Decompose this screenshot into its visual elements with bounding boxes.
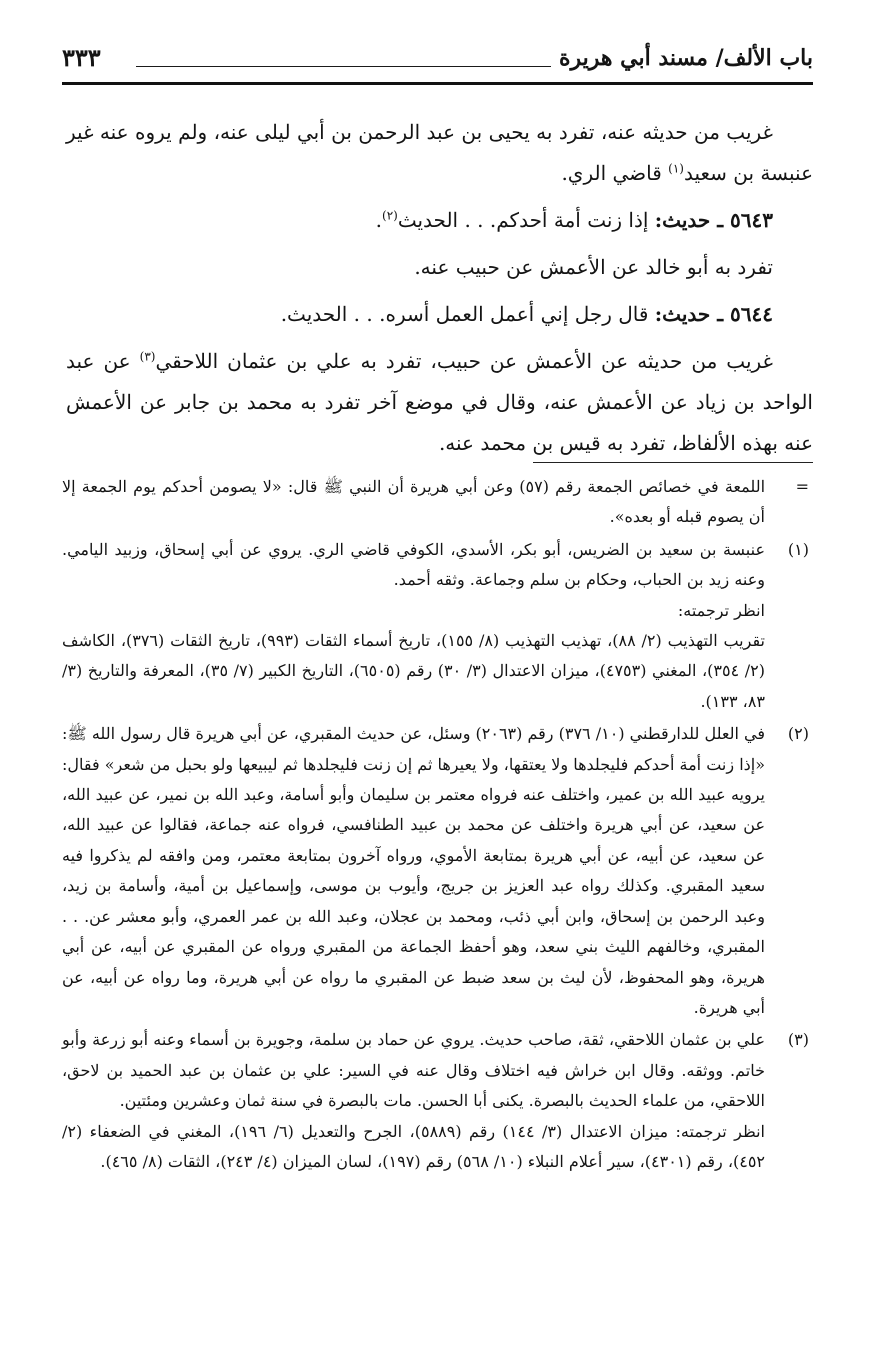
hadith-text: قال رجل إني أعمل العمل أسره. . . الحديث.: [280, 302, 655, 326]
footnote-2: [62, 719, 809, 1023]
paragraph: تفرد به أبو خالد عن الأعمش عن حبيب عنه.: [414, 255, 773, 279]
footnote-label: انظر ترجمته:: [677, 600, 765, 620]
paragraph: [66, 112, 813, 194]
paragraph-text: غريب من حديثه عن الأعمش عن حبيب، تفرد به علي بن عثمان اللاحقي: [155, 349, 774, 373]
footnote-mark: =: [795, 477, 809, 496]
footnote-1: [62, 535, 809, 717]
paragraph-text: قاضي الري.: [561, 161, 669, 185]
paragraph-text: عن عبد الواحد بن زياد عن الأعمش عنه، وقال في موضع آخر تفرد به محمد بن جابر عن الأعمش عنه بهذه الألفاظ، تفرد به قيس بن محمد عنه.: [66, 349, 813, 455]
hadith-entry: [66, 294, 813, 335]
footnote-mark: (١): [787, 539, 809, 559]
hadith-number: ٥٦٤٤ ـ حديث:: [654, 302, 773, 326]
footnote-text: عنبسة بن سعيد بن الضريس، أبو بكر، الأسدي، الكوفي قاضي الري. يروي عن أبي إسحاق، وزبيد اليامي. وعنه زيد بن الحباب، وحكام بن سلم وجماعة. وثقه أحمد.: [62, 539, 765, 590]
footnote-references: انظر ترجمته: ميزان الاعتدال (٣/ ١٤٤) رقم (٥٨٨٩)، الجرح والتعديل (٦/ ١٩٦)، المغني في الضعفاء (٢/ ٤٥٢)، رقم (٤٣٠١)، سير أعلام النبلاء (١٠/ ٥٦٨) رقم (١٩٧)، لسان الميزان (٤/ ٢٤٣)، الثقات (٨/ ٤٦٥).: [62, 1121, 766, 1171]
footnote-mark: (٢): [787, 724, 809, 744]
header-rule: [62, 82, 813, 85]
footnote-divider: [533, 462, 813, 463]
footnote-text: علي بن عثمان اللاحقي، ثقة، صاحب حديث. يروي عن حماد بن سلمة، وجويرة بن أسماء وعنه أبو زرعة وأبو خاتم. ووثقه. وقال ابن خراش فيه اختلاف وقال عنه في السير: علي بن عثمان بن عبد الحميد بن لاحق، اللاحقي، من علماء الحديث بالبصرة. يكنى أبا الحسن. مات بالبصرة في سنة ثمان وعشرين ومئتين.: [62, 1030, 765, 1111]
hadith-text: .: [375, 208, 382, 232]
hadith-entry: [66, 200, 813, 241]
footnote-ref: (٢): [382, 208, 398, 223]
running-title: باب الألف/ مسند أبي هريرة: [558, 45, 813, 71]
page-header: [62, 38, 813, 86]
hadith-number: ٥٦٤٣ ـ حديث:: [654, 208, 773, 232]
footnote-mark: (٣): [787, 1030, 809, 1050]
footnote-ref: (٣): [139, 349, 156, 364]
footnote-text: اللمعة في خصائص الجمعة رقم (٥٧) وعن أبي هريرة أن النبي ﷺ قال: «لا يصومن أحدكم يوم الجمعة إلا أن يصوم قبله أو بعده».: [62, 477, 766, 527]
footnote-text: في العلل للدارقطني (١٠/ ٣٧٦) رقم (٢٠٦٣) وسئل، عن حديث المقبري، عن أبي هريرة قال رسول الله ﷺ: «إذا زنت أمة أحدكم فليجلدها ولا يعتقها، ولا يعيرها ثم إن زنت فليجلدها ثم ليبيعها ولو بحبل من شعر» فقال: يرويه عبيد الله بن عمير، واختلف عنه فرواه معتمر بن سليمان وأبو أسامة، وعبد الله بن نمير، عن عبيد الله، عن سعيد، عن أبي هريرة واختلف عن محمد بن عبيد الطنافسي، فرواه عنه جماعة، فقالوا عن عبيد الله، عن سعيد، عن أبيه، عن أبي هريرة بمتابعة الأموي، ورواه آخرون بمتابعة معتمر، ومن وافقه لم يذكروا فيه سعيد المقبري. وكذلك رواه عبد العزيز بن جريج، وأيوب بن موسى، وإسماعيل بن أمية، وأسامة بن زيد، وعبد الرحمن بن إسحاق، وابن أبي ذئب، ومحمد بن عجلان، وعبد الله بن عمر العمري، وأبو معشر عن. . . المقبري، وخالفهم الليث بني سعد، وهو أحفظ الجماعة من المقبري ورواه عن المقبري عن أبيه، عن أبي هريرة، وهو المحفوظ، لأن ليث بن سعد ضبط عن المقبري ما رواه عن أبي هريرة، وما رواه عن أبيه، عن أبي هريرة.: [62, 724, 765, 1017]
paragraph-text: غريب من حديثه عنه، تفرد به يحيى بن عبد الرحمن بن أبي ليلى عنه، ولم يروه عنه غير عنبسة بن سعيد: [66, 120, 813, 185]
footnote-continued: [62, 472, 809, 533]
footnotes: [62, 472, 809, 1179]
header-line: [136, 66, 551, 67]
paragraph: [66, 341, 813, 464]
footnote-references: تقريب التهذيب (٢/ ٨٨)، تهذيب التهذيب (٨/ ١٥٥)، تاريخ أسماء الثقات (٩٩٣)، تاريخ الثقات (٣٧٦)، الكاشف (٢/ ٣٥٤)، المغني (٤٧٥٣)، ميزان الاعتدال (٣/ ٣٠) رقم (٦٥٠٥)، التاريخ الكبير (٧/ ٣٥)، المعرفة والتاريخ (٣/ ٨٣، ١٣٣).: [62, 631, 766, 711]
footnote-ref: (١): [668, 161, 684, 176]
hadith-text: إذا زنت أمة أحدكم. . . الحديث: [397, 208, 655, 232]
page-number: ٣٣٣: [62, 43, 101, 72]
main-text: [66, 112, 813, 470]
footnote-3: [62, 1025, 809, 1177]
